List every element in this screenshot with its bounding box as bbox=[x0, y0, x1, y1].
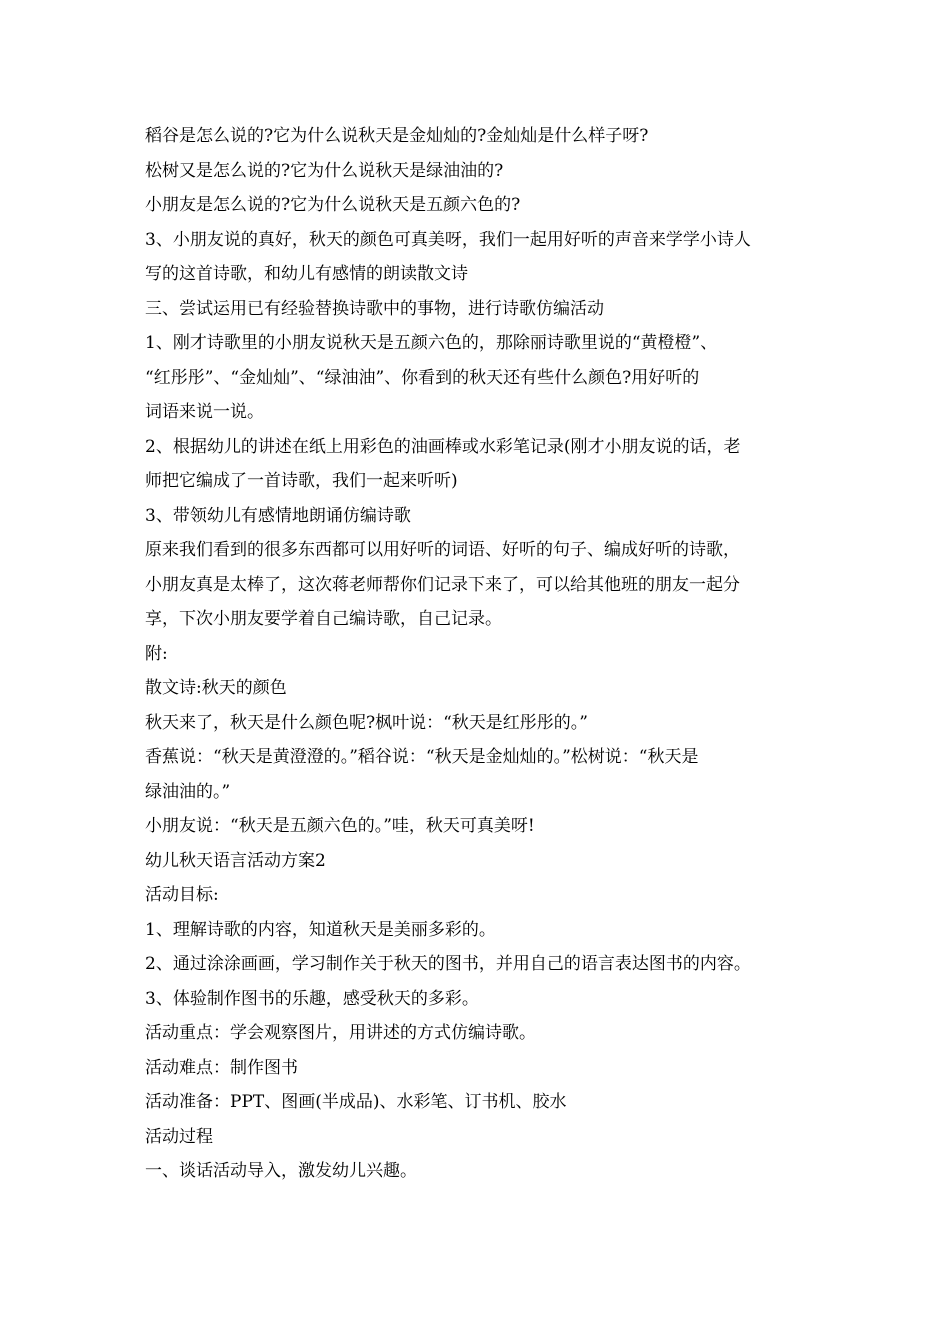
text-line: 2、通过涂涂画画，学习制作关于秋天的图书，并用自己的语言表达图书的内容。 bbox=[145, 954, 751, 974]
section-heading: 活动目标: bbox=[145, 885, 219, 905]
poem-line: 香蕉说：“秋天是黄澄澄的。”稻谷说：“秋天是金灿灿的。”松树说：“秋天是 bbox=[145, 747, 699, 767]
text-line: 3、带领幼儿有感情地朗诵仿编诗歌 bbox=[145, 505, 411, 526]
text-line: 小朋友真是太棒了，这次蒋老师帮你们记录下来了，可以给其他班的朋友一起分 bbox=[145, 574, 740, 595]
section-heading: 三、尝试运用已有经验替换诗歌中的事物，进行诗歌仿编活动 bbox=[145, 298, 604, 319]
section-title: 幼儿秋天语言活动方案2 bbox=[145, 850, 326, 871]
text-line: 2、根据幼儿的讲述在纸上用彩色的油画棒或水彩笔记录(刚才小朋友说的话，老 bbox=[145, 436, 741, 457]
text-line: 松树又是怎么说的?它为什么说秋天是绿油油的? bbox=[145, 160, 504, 181]
text-line: 一、谈话活动导入，激发幼儿兴趣。 bbox=[145, 1161, 417, 1181]
section-heading: 活动过程 bbox=[145, 1126, 213, 1147]
poem-line: 秋天来了，秋天是什么颜色呢?枫叶说：“秋天是红彤彤的。” bbox=[145, 712, 588, 733]
text-line: 1、刚才诗歌里的小朋友说秋天是五颜六色的，那除丽诗歌里说的“黄橙橙”、 bbox=[145, 333, 718, 353]
text-line: 小朋友是怎么说的?它为什么说秋天是五颜六色的? bbox=[145, 195, 521, 215]
text-line: 附: bbox=[145, 643, 168, 664]
poem-line: 小朋友说：“秋天是五颜六色的。”哇，秋天可真美呀! bbox=[145, 816, 535, 836]
poem-title: 散文诗:秋天的颜色 bbox=[145, 678, 287, 698]
text-line: 活动重点：学会观察图片，用讲述的方式仿编诗歌。 bbox=[145, 1023, 536, 1043]
document-body bbox=[145, 119, 810, 1189]
text-line: “红彤彤”、“金灿灿”、“绿油油”、你看到的秋天还有些什么颜色?用好听的 bbox=[145, 367, 700, 388]
text-line: 活动准备：PPT、图画(半成品)、水彩笔、订书机、胶水 bbox=[145, 1092, 567, 1112]
text-line: 稻谷是怎么说的?它为什么说秋天是金灿灿的?金灿灿是什么样子呀? bbox=[145, 126, 649, 146]
text-line: 1、理解诗歌的内容，知道秋天是美丽多彩的。 bbox=[145, 919, 496, 940]
text-line: 3、体验制作图书的乐趣，感受秋天的多彩。 bbox=[145, 988, 479, 1009]
text-line: 写的这首诗歌，和幼儿有感情的朗读散文诗 bbox=[145, 264, 468, 284]
text-line: 享，下次小朋友要学着自己编诗歌，自己记录。 bbox=[145, 609, 502, 629]
text-line: 师把它编成了一首诗歌，我们一起来听听) bbox=[145, 471, 458, 491]
text-line: 词语来说一说。 bbox=[145, 402, 264, 422]
text-line: 活动难点：制作图书 bbox=[145, 1057, 298, 1078]
text-line: 3、小朋友说的真好，秋天的颜色可真美呀，我们一起用好听的声音来学学小诗人 bbox=[145, 229, 751, 250]
poem-line: 绿油油的。” bbox=[145, 781, 231, 802]
text-line: 原来我们看到的很多东西都可以用好听的词语、好听的句子、编成好听的诗歌， bbox=[145, 540, 740, 560]
